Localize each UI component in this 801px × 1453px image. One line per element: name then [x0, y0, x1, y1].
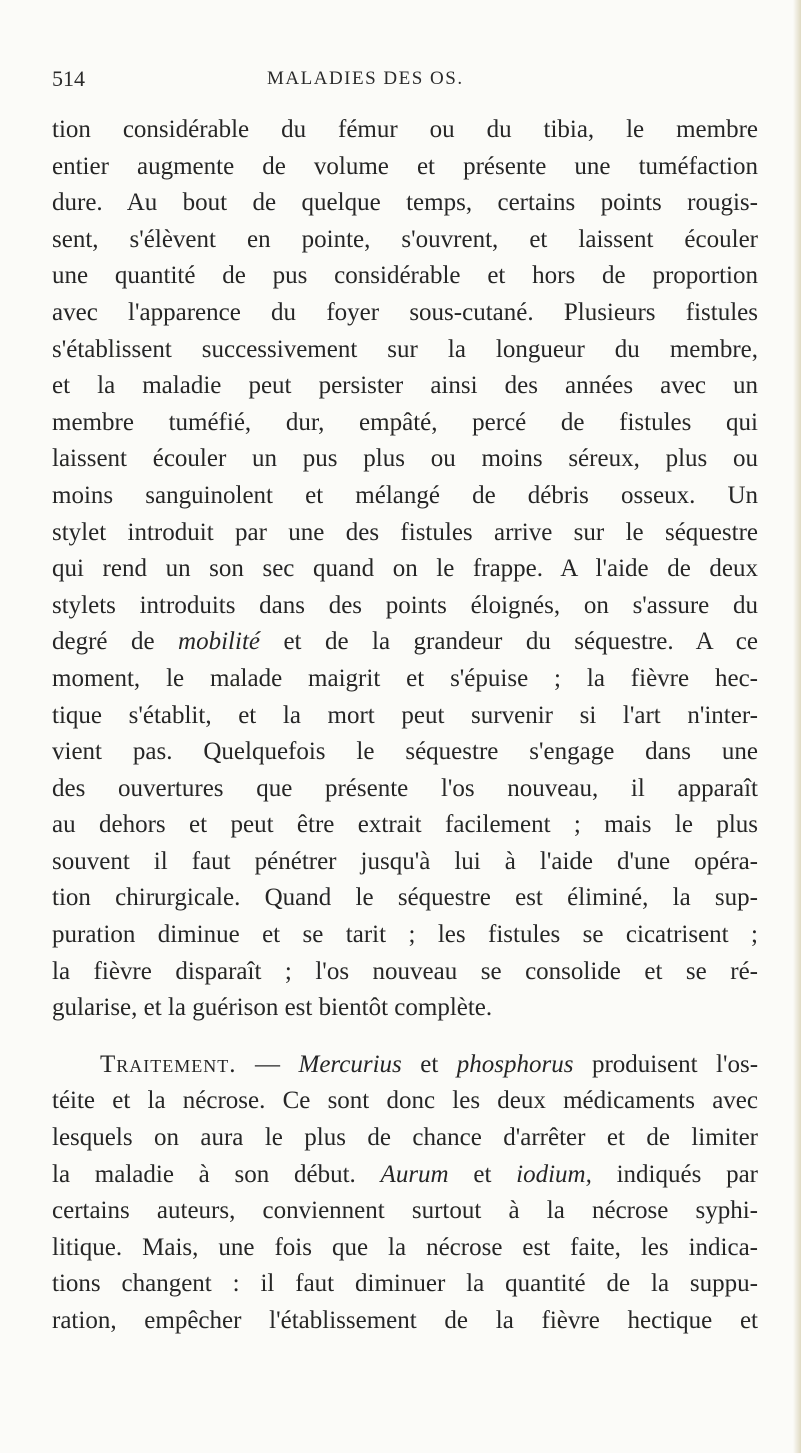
text-line [52, 1047, 758, 1084]
text-line: s'établissent successivement sur la longueur du membre, [52, 335, 758, 363]
text-line: tions changent : il faut diminuer la quantité de la suppu- [52, 1270, 758, 1298]
text-line: stylet introduit par une des fistules arrive sur le séquestre [52, 518, 758, 546]
paragraph-2 [52, 1047, 758, 1340]
text-line [52, 624, 758, 661]
text-line: puration diminue et se tarit ; les fistules se cicatrisent ; [52, 921, 758, 949]
text-fragment: et [401, 1050, 457, 1078]
text-line: moins sanguinolent et mélangé de débris osseux. Un [52, 481, 758, 509]
text-line: qui rend un son sec quand on le frappe. A l'aide de deux [52, 555, 758, 583]
text-line: des ouvertures que présente l'os nouveau, il apparaît [52, 774, 758, 802]
text-line: gularise, et la guérison est bientôt complète. [52, 994, 493, 1022]
page-header [52, 66, 752, 98]
text-line: tion chirurgicale. Quand le séquestre est éliminé, la sup- [52, 884, 758, 912]
text-line: vient pas. Quelquefois le séquestre s'engage dans une [52, 738, 758, 766]
text-fragment: — [236, 1050, 299, 1078]
text-fragment: et de la grandeur du séquestre. A ce [259, 628, 758, 656]
text-fragment: la maladie à son début. [52, 1160, 381, 1188]
text-fragment: et [448, 1160, 517, 1188]
italic-term: Mercurius [298, 1050, 402, 1078]
text-line: la fièvre disparaît ; l'os nouveau se consolide et se ré- [52, 957, 758, 985]
text-line: entier augmente de volume et présente une tuméfaction [52, 152, 758, 180]
text-line: laissent écouler un pus plus ou moins séreux, plus ou [52, 445, 758, 473]
italic-term: phosphorus [456, 1050, 574, 1078]
text-line [52, 1157, 758, 1194]
text-line: certains auteurs, conviennent surtout à la nécrose syphi- [52, 1197, 758, 1225]
running-title: MALADIES DES OS. [267, 68, 464, 89]
paragraph-gap [52, 1027, 758, 1047]
text-line: sent, s'élèvent en pointe, s'ouvrent, et laissent écouler [52, 225, 758, 253]
text-line: ration, empêcher l'établissement de la fièvre hectique et [52, 1307, 758, 1334]
text-fragment: degré de [52, 628, 179, 656]
text-fragment: indiqués par [591, 1160, 758, 1188]
text-line: lesquels on aura le plus de chance d'arrêter et de limiter [52, 1124, 758, 1152]
text-line: et la maladie peut persister ainsi des années avec un [52, 372, 758, 400]
paragraph-1 [52, 112, 758, 1027]
italic-term: mobilité [178, 628, 260, 656]
section-heading: Traitement. [100, 1050, 237, 1078]
italic-term: iodium, [516, 1160, 592, 1188]
text-line: membre tuméfié, dur, empâté, percé de fistules qui [52, 408, 758, 436]
page-number: 514 [52, 66, 85, 91]
text-line: souvent il faut pénétrer jusqu'à lui à l'aide d'une opéra- [52, 847, 758, 875]
text-line: une quantité de pus considérable et hors de proportion [52, 262, 758, 290]
text-line: tique s'établit, et la mort peut survenir si l'art n'inter- [52, 701, 758, 729]
text-line: avec l'apparence du foyer sous-cutané. Plusieurs fistules [52, 298, 758, 326]
text-line: stylets introduits dans des points éloignés, on s'assure du [52, 591, 758, 619]
text-line: tion considérable du fémur ou du tibia, le membre [52, 116, 758, 143]
page-edge-shadow [793, 0, 801, 1453]
text-line: téite et la nécrose. Ce sont donc les deux médicaments avec [52, 1087, 758, 1115]
text-line: au dehors et peut être extrait facilement ; mais le plus [52, 811, 758, 839]
text-fragment: produisent l'os- [573, 1050, 759, 1078]
italic-term: Aurum [380, 1160, 449, 1188]
body-text [52, 112, 758, 1340]
text-line: litique. Mais, une fois que la nécrose est faite, les indica- [52, 1233, 758, 1261]
text-line: dure. Au bout de quelque temps, certains points rougis- [52, 189, 758, 217]
text-line: moment, le malade maigrit et s'épuise ; la fièvre hec- [52, 664, 758, 692]
